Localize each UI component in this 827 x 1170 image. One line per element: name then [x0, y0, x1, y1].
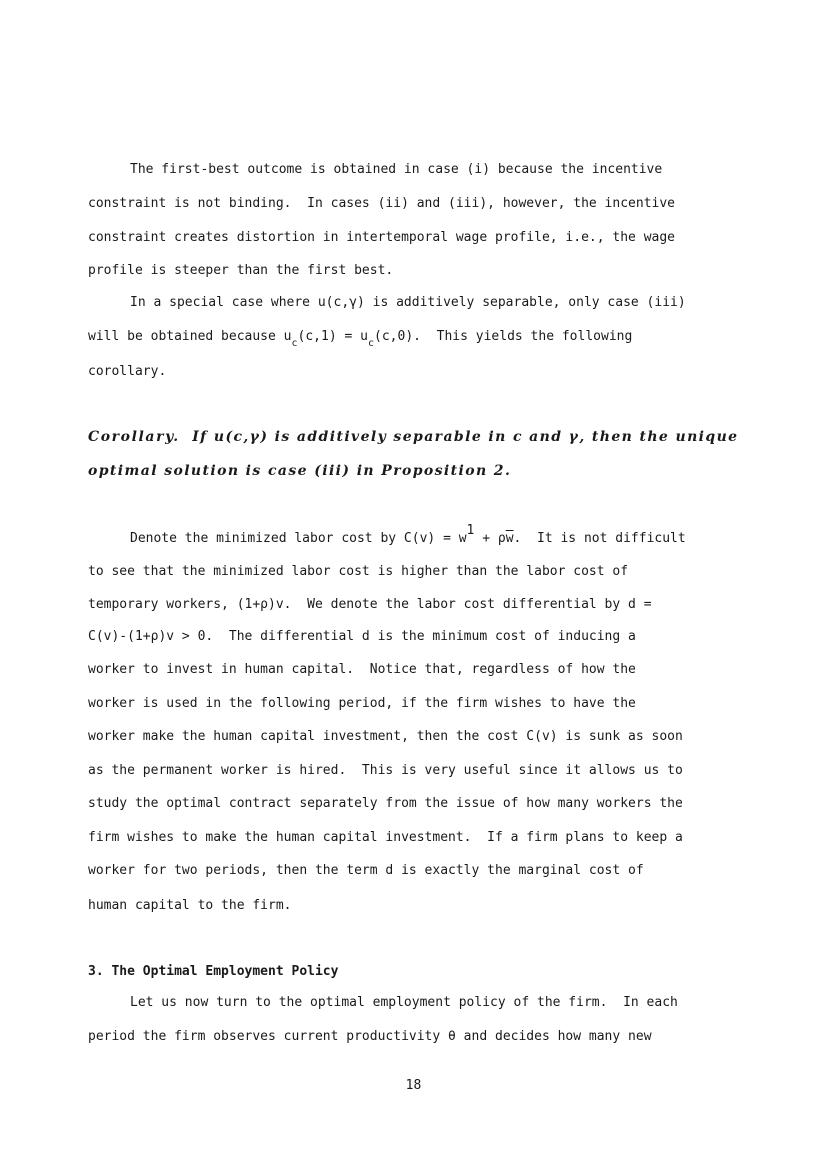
para3-line-7: worker make the human capital investment, then the cost C(v) is sunk as soon — [88, 729, 683, 744]
page-number: 18 — [405, 1078, 422, 1093]
para2-line-1: In a special case where u(c,γ) is additively separable, only case (iii) — [130, 295, 686, 310]
para1-line-2: constraint is not binding. In cases (ii) and (iii), however, the incentive — [88, 196, 675, 211]
corollary-line-1: Corollary. If u(c,γ) is additively separable in c and γ, then the unique — [88, 429, 739, 445]
section-heading: 3. The Optimal Employment Policy — [88, 964, 339, 979]
para3-line-3: temporary workers, (1+ρ)v. We denote the labor cost differential by d = — [88, 597, 652, 612]
para3-line-5: worker to invest in human capital. Notice that, regardless of how the — [88, 662, 636, 677]
para2-line-3: corollary. — [88, 364, 167, 379]
para2-line-2: will be obtained because $u_c(c,1) = u_c(c,0)$. This yields the following — [88, 329, 633, 349]
corollary-line-2: optimal solution is case (iii) in Proposition 2. — [88, 463, 512, 479]
para3-line-8: as the permanent worker is hired. This is very useful since it allows us to — [88, 763, 683, 778]
para1-line-3: constraint creates distortion in intertemporal wage profile, i.e., the wage — [88, 230, 675, 245]
section-line-1: Let us now turn to the optimal employment policy of the firm. In each — [130, 995, 678, 1010]
section-line-2: period the firm observes current productivity θ and decides how many new — [88, 1029, 652, 1044]
corollary-label: Corollary. — [88, 429, 180, 445]
para3-line-6: worker is used in the following period, if the firm wishes to have the — [88, 696, 636, 711]
para3-line-9: study the optimal contract separately from the issue of how many workers the — [88, 796, 683, 811]
para3-line-2: to see that the minimized labor cost is higher than the labor cost of — [88, 564, 629, 579]
para1-line-4: profile is steeper than the first best. — [88, 263, 394, 278]
para3-line-11: worker for two periods, then the term d is exactly the marginal cost of — [88, 863, 644, 878]
para3-line-10: firm wishes to make the human capital investment. If a firm plans to keep a — [88, 830, 683, 845]
para3-line-1: Denote the minimized labor cost by $C(v) = w^1 + \rho\overline{w}$. It is not difficult — [130, 523, 686, 546]
para3-line-4: C(v)-(1+ρ)v > 0. The differential d is the minimum cost of inducing a — [88, 629, 636, 644]
para1-line-1: The first-best outcome is obtained in case (i) because the incentive — [130, 162, 663, 177]
para3-line-12: human capital to the firm. — [88, 898, 292, 913]
